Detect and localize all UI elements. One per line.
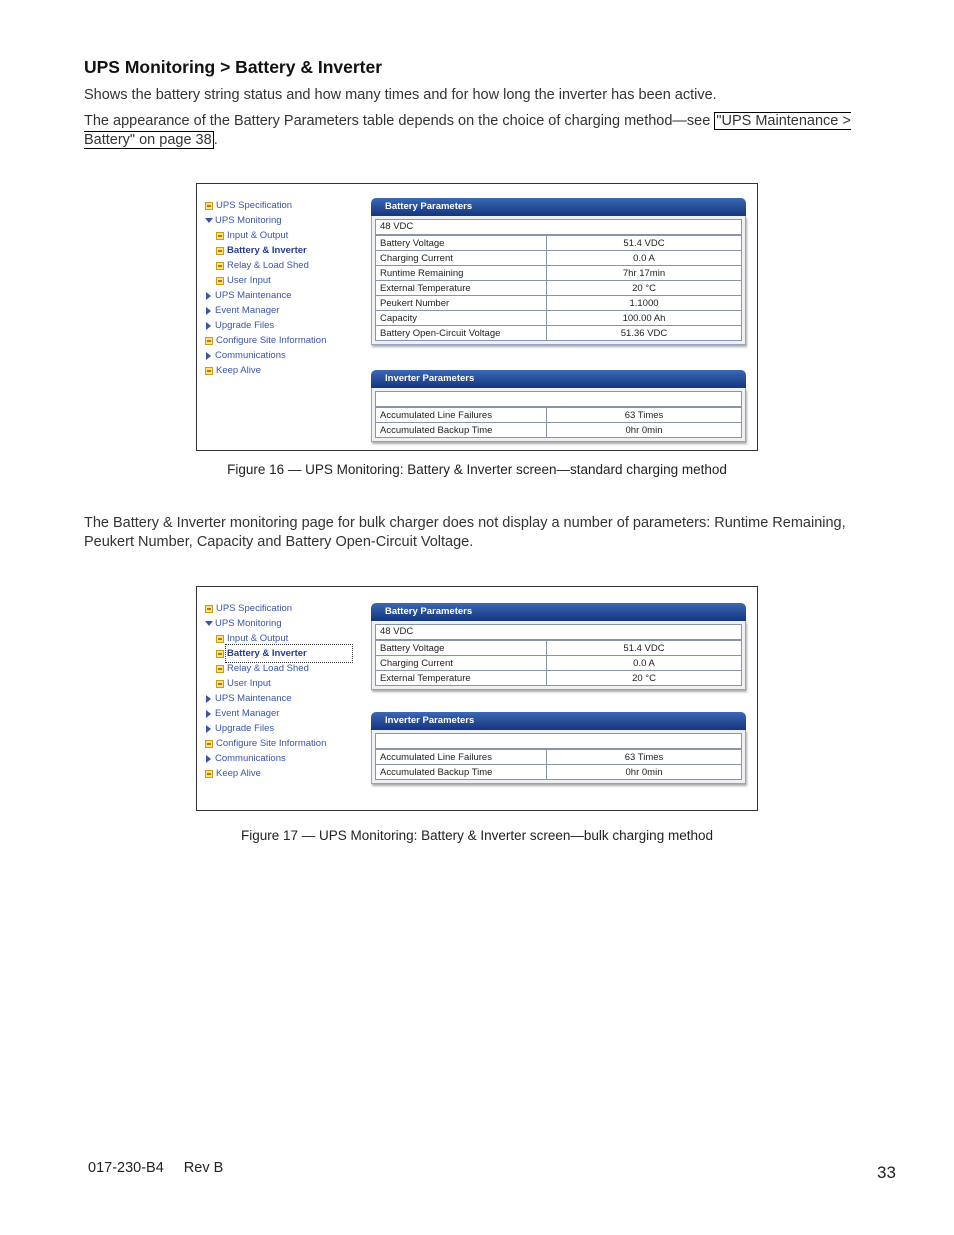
battery-page-link[interactable]: "UPS Maintenance > Battery" on page 38 — [84, 113, 851, 148]
doc-icon — [216, 262, 224, 270]
chevron-right-icon — [206, 755, 211, 763]
table-row — [376, 750, 742, 765]
chevron-right-icon — [206, 725, 211, 733]
row-value: 63 Times — [547, 408, 742, 423]
table-row — [376, 266, 742, 281]
figure-17-caption: Figure 17 — UPS Monitoring: Battery & Inverter screen—bulk charging method — [241, 828, 713, 843]
table-row — [376, 408, 742, 423]
table-row — [376, 236, 742, 251]
chevron-down-icon — [205, 621, 213, 626]
nav-upgrade-files[interactable]: Upgrade Files — [205, 318, 326, 333]
doc-icon — [216, 247, 224, 255]
row-label: Accumulated Backup Time — [376, 423, 547, 438]
doc-icon — [205, 740, 213, 748]
panel-title: Inverter Parameters — [371, 712, 746, 730]
nav-configure-site-information[interactable]: Configure Site Information — [205, 333, 326, 348]
nav-upgrade-files[interactable]: Upgrade Files — [205, 721, 351, 736]
table-row — [376, 326, 742, 341]
nav-ups-specification[interactable]: UPS Specification — [205, 601, 351, 616]
nav-event-manager[interactable]: Event Manager — [205, 706, 351, 721]
inverter-table — [375, 749, 742, 780]
row-label: Charging Current — [376, 251, 547, 266]
panel-body — [371, 216, 746, 345]
table-row — [376, 656, 742, 671]
nav-battery-inverter[interactable]: Battery & Inverter — [205, 646, 351, 661]
table-row — [376, 281, 742, 296]
footer-revision: Rev B — [183, 1160, 224, 1176]
row-value: 0hr 0min — [547, 765, 742, 780]
charging-method-paragraph — [84, 112, 874, 150]
figure-16-screenshot — [196, 183, 758, 451]
chevron-right-icon — [206, 307, 211, 315]
row-value: 7hr 17min — [547, 266, 742, 281]
row-value: 51.4 VDC — [547, 236, 742, 251]
blank-header-row — [375, 391, 742, 407]
row-label: Capacity — [376, 311, 547, 326]
row-value: 100.00 Ah — [547, 311, 742, 326]
panel-body — [371, 621, 746, 690]
chevron-right-icon — [206, 292, 211, 300]
nav-ups-monitoring[interactable]: UPS Monitoring — [205, 616, 351, 631]
doc-icon — [205, 605, 213, 613]
nav-ups-monitoring[interactable]: UPS Monitoring — [205, 213, 326, 228]
row-value: 63 Times — [547, 750, 742, 765]
doc-icon — [205, 337, 213, 345]
chevron-right-icon — [206, 695, 211, 703]
nav-event-manager[interactable]: Event Manager — [205, 303, 326, 318]
doc-icon — [216, 635, 224, 643]
nav-relay-load-shed[interactable]: Relay & Load Shed — [205, 661, 351, 676]
row-label: Runtime Remaining — [376, 266, 547, 281]
nav-battery-inverter[interactable]: Battery & Inverter — [205, 243, 326, 258]
battery-string-header: 48 VDC — [375, 624, 742, 640]
row-label: External Temperature — [376, 671, 547, 686]
battery-parameters-panel — [371, 603, 746, 690]
figure-17-screenshot — [196, 586, 758, 811]
nav-configure-site-information[interactable]: Configure Site Information — [205, 736, 351, 751]
panel-title: Battery Parameters — [371, 603, 746, 621]
nav-tree — [205, 601, 351, 781]
table-row — [376, 641, 742, 656]
nav-ups-maintenance[interactable]: UPS Maintenance — [205, 691, 351, 706]
panel-body — [371, 730, 746, 784]
row-value: 51.4 VDC — [547, 641, 742, 656]
row-label: External Temperature — [376, 281, 547, 296]
row-value: 20 °C — [547, 281, 742, 296]
row-value: 0hr 0min — [547, 423, 742, 438]
nav-user-input[interactable]: User Input — [205, 273, 326, 288]
row-label: Peukert Number — [376, 296, 547, 311]
nav-user-input[interactable]: User Input — [205, 676, 351, 691]
doc-icon — [205, 770, 213, 778]
doc-icon — [216, 277, 224, 285]
section-heading: UPS Monitoring > Battery & Inverter — [84, 57, 383, 77]
inverter-table — [375, 407, 742, 438]
chevron-down-icon — [205, 218, 213, 223]
chevron-right-icon — [206, 322, 211, 330]
row-label: Battery Voltage — [376, 641, 547, 656]
doc-icon — [216, 665, 224, 673]
row-label: Battery Open-Circuit Voltage — [376, 326, 547, 341]
bulk-charger-paragraph: The Battery & Inverter monitoring page for bulk charger does not display a number of parameters: Runtime Remaining, Peukert Number, Capacity and Battery Open-Circuit Voltage. — [84, 515, 846, 550]
nav-ups-maintenance[interactable]: UPS Maintenance — [205, 288, 326, 303]
row-label: Accumulated Backup Time — [376, 765, 547, 780]
row-label: Battery Voltage — [376, 236, 547, 251]
paragraph-text: The appearance of the Battery Parameters table depends on the choice of charging method—see — [84, 113, 715, 129]
row-label: Accumulated Line Failures — [376, 408, 547, 423]
inverter-parameters-panel — [371, 370, 746, 442]
panel-title: Inverter Parameters — [371, 370, 746, 388]
nav-communications[interactable]: Communications — [205, 348, 326, 363]
nav-relay-load-shed[interactable]: Relay & Load Shed — [205, 258, 326, 273]
row-value: 51.36 VDC — [547, 326, 742, 341]
table-row — [376, 765, 742, 780]
row-value: 20 °C — [547, 671, 742, 686]
panel-title: Battery Parameters — [371, 198, 746, 216]
table-row — [376, 251, 742, 266]
table-row — [376, 311, 742, 326]
doc-icon — [205, 367, 213, 375]
row-label: Accumulated Line Failures — [376, 750, 547, 765]
row-value: 0.0 A — [547, 251, 742, 266]
battery-table — [375, 640, 742, 686]
page-number: 33 — [877, 1163, 896, 1182]
table-row — [376, 671, 742, 686]
nav-input-output[interactable]: Input & Output — [205, 228, 326, 243]
nav-ups-specification[interactable]: UPS Specification — [205, 198, 326, 213]
nav-keep-alive[interactable]: Keep Alive — [205, 363, 326, 378]
nav-input-output[interactable]: Input & Output — [205, 631, 351, 646]
doc-icon — [205, 202, 213, 210]
nav-tree — [205, 198, 326, 378]
table-row — [376, 296, 742, 311]
figure-16-caption: Figure 16 — UPS Monitoring: Battery & Inverter screen—standard charging method — [227, 462, 727, 477]
footer-doc-number: 017-230-B4 Rev B — [88, 1160, 224, 1176]
doc-icon — [216, 680, 224, 688]
table-row — [376, 423, 742, 438]
battery-parameters-panel — [371, 198, 746, 345]
inverter-parameters-panel — [371, 712, 746, 784]
row-label: Charging Current — [376, 656, 547, 671]
intro-paragraph: Shows the battery string status and how many times and for how long the inverter has been active. — [84, 87, 717, 103]
doc-icon — [216, 232, 224, 240]
nav-keep-alive[interactable]: Keep Alive — [205, 766, 351, 781]
paragraph-end: . — [213, 132, 218, 148]
blank-header-row — [375, 733, 742, 749]
chevron-right-icon — [206, 710, 211, 718]
row-value: 0.0 A — [547, 656, 742, 671]
battery-string-header: 48 VDC — [375, 219, 742, 235]
nav-communications[interactable]: Communications — [205, 751, 351, 766]
battery-table — [375, 235, 742, 341]
row-value: 1.1000 — [547, 296, 742, 311]
panel-body — [371, 388, 746, 442]
chevron-right-icon — [206, 352, 211, 360]
doc-icon — [216, 650, 224, 658]
